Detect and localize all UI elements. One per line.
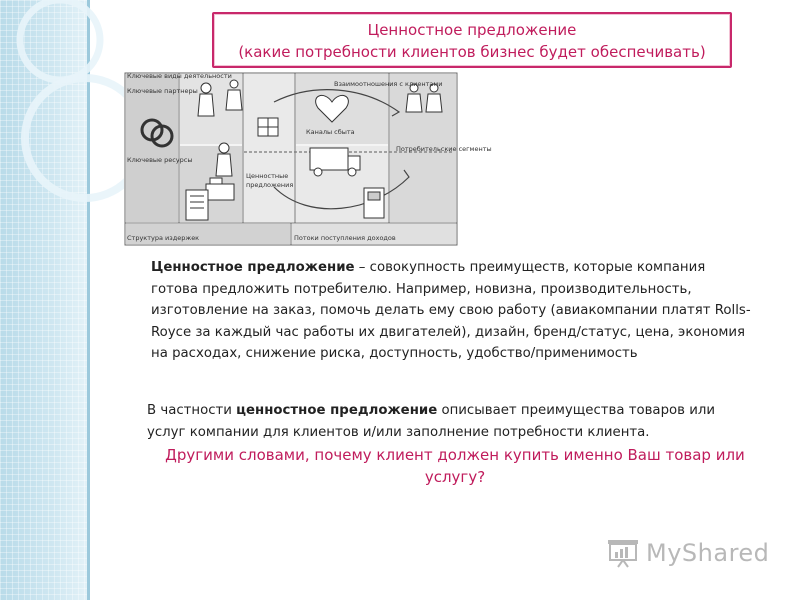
detail-prefix: В частности — [147, 403, 237, 418]
business-model-canvas-illustration — [124, 72, 492, 246]
label-key-activities: Ключевые виды деятельности — [127, 72, 232, 80]
definition-text: – совокупность преимуществ, которые компания готова предложить потребителю. Например, новизна, производительность, изготовление на заказ, помочь делать ему свою работу (авиакомпании платят Rolls-Royce за каждый час работы их двигателей), дизайн, бренд/статус, цена, экономия на расходах, снижение риска, доступность, удобство/применимость — [151, 260, 751, 361]
label-value-prop-2: предложения — [246, 181, 294, 189]
question-text: Другими словами, почему клиент должен купить именно Ваш товар или услугу? — [165, 446, 745, 486]
detail-term: ценностное предложение — [236, 403, 438, 418]
detail-paragraph — [147, 400, 757, 443]
label-customer-relationships: Взаимоотношения с клиентами — [334, 80, 443, 88]
definition-term: Ценностное предложение — [151, 260, 355, 275]
label-revenue-streams: Потоки поступления доходов — [294, 234, 396, 242]
presentation-board-icon — [606, 538, 640, 568]
label-value-prop-1: Ценностные — [246, 172, 289, 180]
definition-paragraph — [151, 257, 751, 365]
myshared-logo[interactable] — [606, 536, 769, 570]
label-key-resources: Ключевые ресурсы — [127, 156, 193, 164]
title-line-2: (какие потребности клиентов бизнес будет обеспечивать) — [238, 43, 706, 61]
detail-text: описывает преимущества товаров или услуг компании для клиентов и/или заполнение потребности клиента. — [147, 403, 715, 440]
label-customer-segments: Потребительские сегменты — [396, 145, 492, 153]
label-cost-structure: Структура издержек — [127, 234, 200, 242]
decorative-circles — [0, 0, 100, 220]
label-channels: Каналы сбыта — [306, 128, 355, 136]
title-box — [212, 12, 732, 68]
label-key-partners: Ключевые партнеры — [127, 87, 198, 95]
title-line-1: Ценностное предложение — [367, 21, 577, 39]
logo-text: MyShared — [646, 539, 770, 567]
